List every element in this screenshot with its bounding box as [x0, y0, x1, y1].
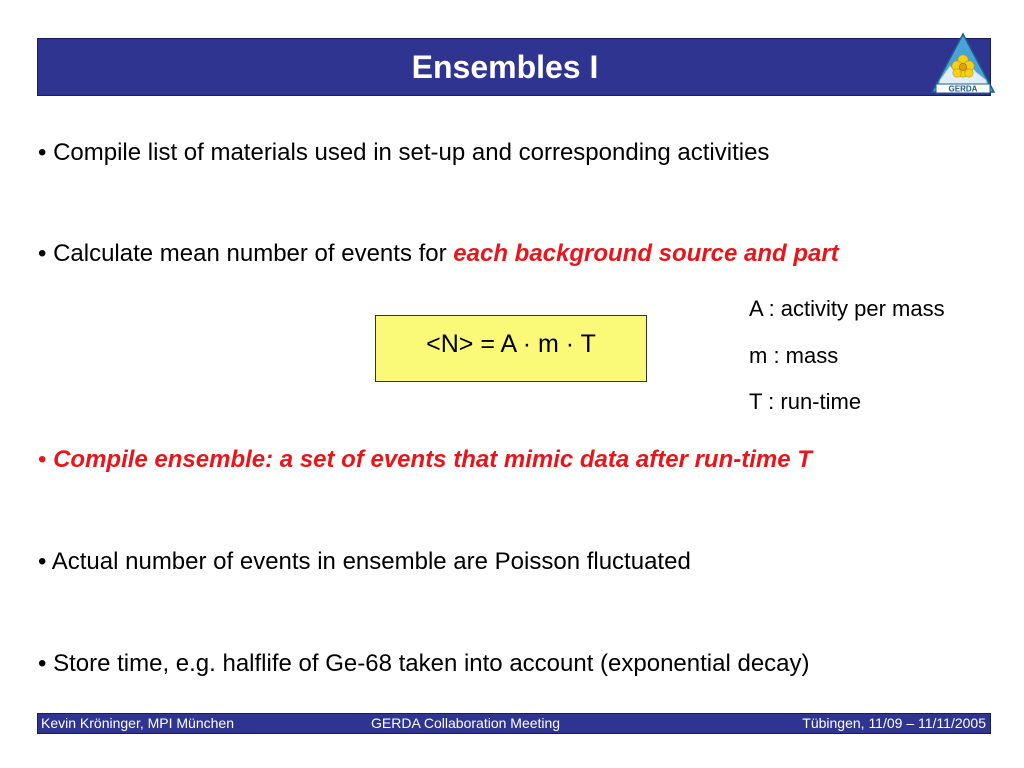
- bullet-marker: •: [38, 446, 47, 473]
- definition-mass: m : mass: [749, 343, 839, 368]
- bullet-marker: •: [38, 548, 47, 575]
- formula-box: [375, 315, 647, 382]
- formula-text: <N> = A · m · T: [426, 330, 596, 358]
- bullet-marker: •: [38, 240, 47, 267]
- slide-title: Ensembles I: [411, 48, 599, 85]
- bullet-3-emphasis: Compile ensemble: a set of events that mimic data after run-time T: [46, 446, 812, 473]
- bullet-marker: •: [38, 139, 47, 166]
- footer-date: Tübingen, 11/09 – 11/11/2005: [802, 715, 986, 731]
- gerda-logo: [930, 32, 996, 96]
- bullet-5-text: Store time, e.g. halflife of Ge-68 taken into account (exponential decay): [46, 650, 810, 677]
- bullet-1-text: Compile list of materials used in set-up and corresponding activities: [46, 139, 770, 166]
- bullet-2-emphasis: each background source and part: [453, 240, 839, 267]
- footer-event: GERDA Collaboration Meeting: [371, 715, 561, 731]
- title-bar: [37, 38, 991, 96]
- bullet-2-text: Calculate mean number of events for: [46, 240, 454, 267]
- bullet-marker: •: [38, 650, 47, 677]
- definition-activity: A : activity per mass: [749, 296, 945, 321]
- bullet-5: [38, 650, 810, 678]
- gerda-logo-text: GERDA: [948, 84, 978, 94]
- definition-run-time: T : run-time: [749, 389, 862, 414]
- bullet-3: [38, 446, 812, 474]
- bullet-4: [38, 548, 691, 576]
- footer-bar: [37, 713, 991, 734]
- bullet-1: [38, 139, 769, 167]
- bullet-4-text: Actual number of events in ensemble are Poisson fluctuated: [46, 548, 691, 575]
- footer-author: Kevin Kröninger, MPI München: [41, 715, 234, 731]
- bullet-2: [38, 240, 839, 268]
